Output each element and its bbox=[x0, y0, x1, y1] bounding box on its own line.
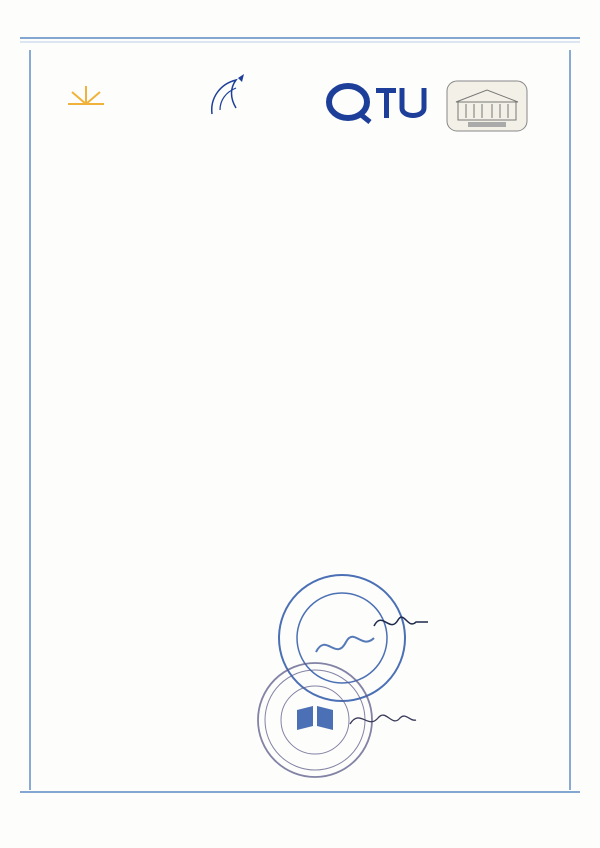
iq-urker-logo bbox=[62, 84, 182, 134]
signature-tugelbaeva bbox=[350, 715, 416, 724]
book-icon bbox=[297, 706, 333, 730]
perspektiva-logo bbox=[198, 74, 318, 140]
ornament-border-left bbox=[2, 30, 38, 802]
university-building-icon bbox=[446, 80, 528, 132]
signature-gagarin bbox=[372, 600, 430, 640]
omgu-emblem-icon bbox=[326, 82, 434, 124]
owl-emblem-icon bbox=[198, 74, 258, 120]
dostoevsky-university-logo bbox=[326, 82, 434, 140]
ornament-border-bottom bbox=[0, 786, 600, 826]
rays-icon bbox=[66, 84, 106, 124]
ornament-border-right bbox=[562, 30, 598, 802]
ornament-border-top bbox=[0, 0, 600, 58]
